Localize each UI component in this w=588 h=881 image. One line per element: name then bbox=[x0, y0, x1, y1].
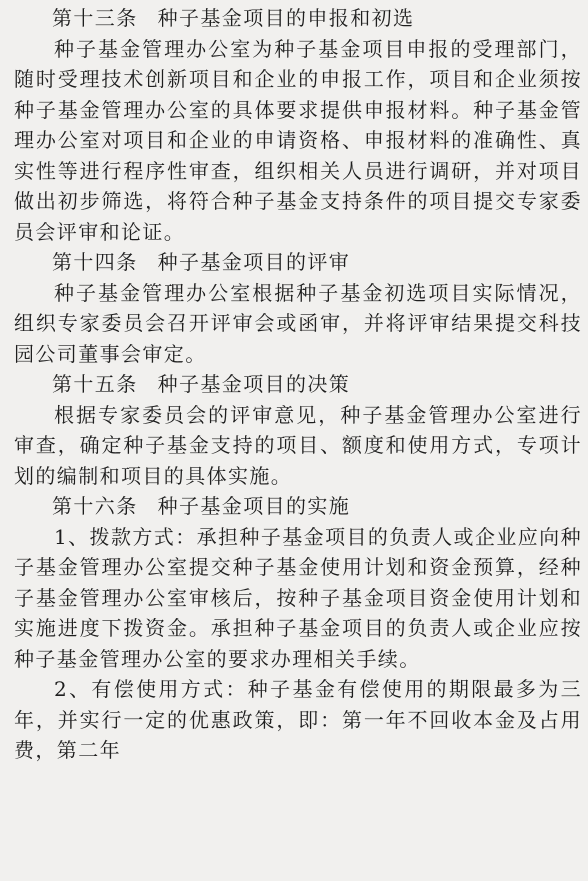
article-16-heading bbox=[14, 491, 582, 522]
article-13-paragraph: 种子基金管理办公室为种子基金项目申报的受理部门，随时受理技术创新项目和企业的申报工作，项目和企业须按种子基金管理办公室的具体要求提供申报材料。种子基金管理办公室对项目和企业的申请资格、申报材料的准确性、真实性等进行程序性审查，组织相关人员进行调研，并对项目做出初步筛选，将符合种子基金支持条件的项目提交专家委员会评审和论证。 bbox=[14, 36, 582, 244]
article-15-paragraph: 根据专家委员会的评审意见，种子基金管理办公室进行审查，确定种子基金支持的项目、额度和使用方式，专项计划的编制和项目的具体实施。 bbox=[14, 402, 582, 488]
article-13-number: 第十三条 bbox=[52, 6, 138, 30]
article-15-number: 第十五条 bbox=[52, 372, 138, 396]
article-16-number: 第十六条 bbox=[52, 494, 138, 518]
article-14-number: 第十四条 bbox=[52, 250, 138, 274]
article-14-heading bbox=[14, 247, 582, 278]
article-16 bbox=[14, 491, 582, 766]
article-15-title: 种子基金项目的决策 bbox=[157, 372, 351, 396]
article-14 bbox=[14, 247, 582, 369]
article-15 bbox=[14, 369, 582, 491]
article-16-paragraph-1: 1、拨款方式：承担种子基金项目的负责人或企业应向种子基金管理办公室提交种子基金使用计划和资金预算，经种子基金管理办公室审核后，按种子基金项目资金使用计划和实施进度下拨资金。承担种子基金项目的负责人或企业应按种子基金管理办公室的要求办理相关手续。 bbox=[14, 524, 582, 671]
article-15-heading bbox=[14, 369, 582, 400]
article-13-heading bbox=[14, 3, 582, 34]
article-14-title: 种子基金项目的评审 bbox=[157, 250, 351, 274]
article-13 bbox=[14, 3, 582, 247]
article-13-title: 种子基金项目的申报和初选 bbox=[157, 6, 415, 30]
article-16-paragraph-2: 2、有偿使用方式：种子基金有偿使用的期限最多为三年，并实行一定的优惠政策，即：第一年不回收本金及占用费，第二年 bbox=[14, 677, 582, 762]
article-14-paragraph: 种子基金管理办公室根据种子基金初选项目实际情况，组织专家委员会召开评审会或函审，并将评审结果提交科技园公司董事会审定。 bbox=[14, 280, 582, 366]
article-16-title: 种子基金项目的实施 bbox=[157, 494, 351, 518]
